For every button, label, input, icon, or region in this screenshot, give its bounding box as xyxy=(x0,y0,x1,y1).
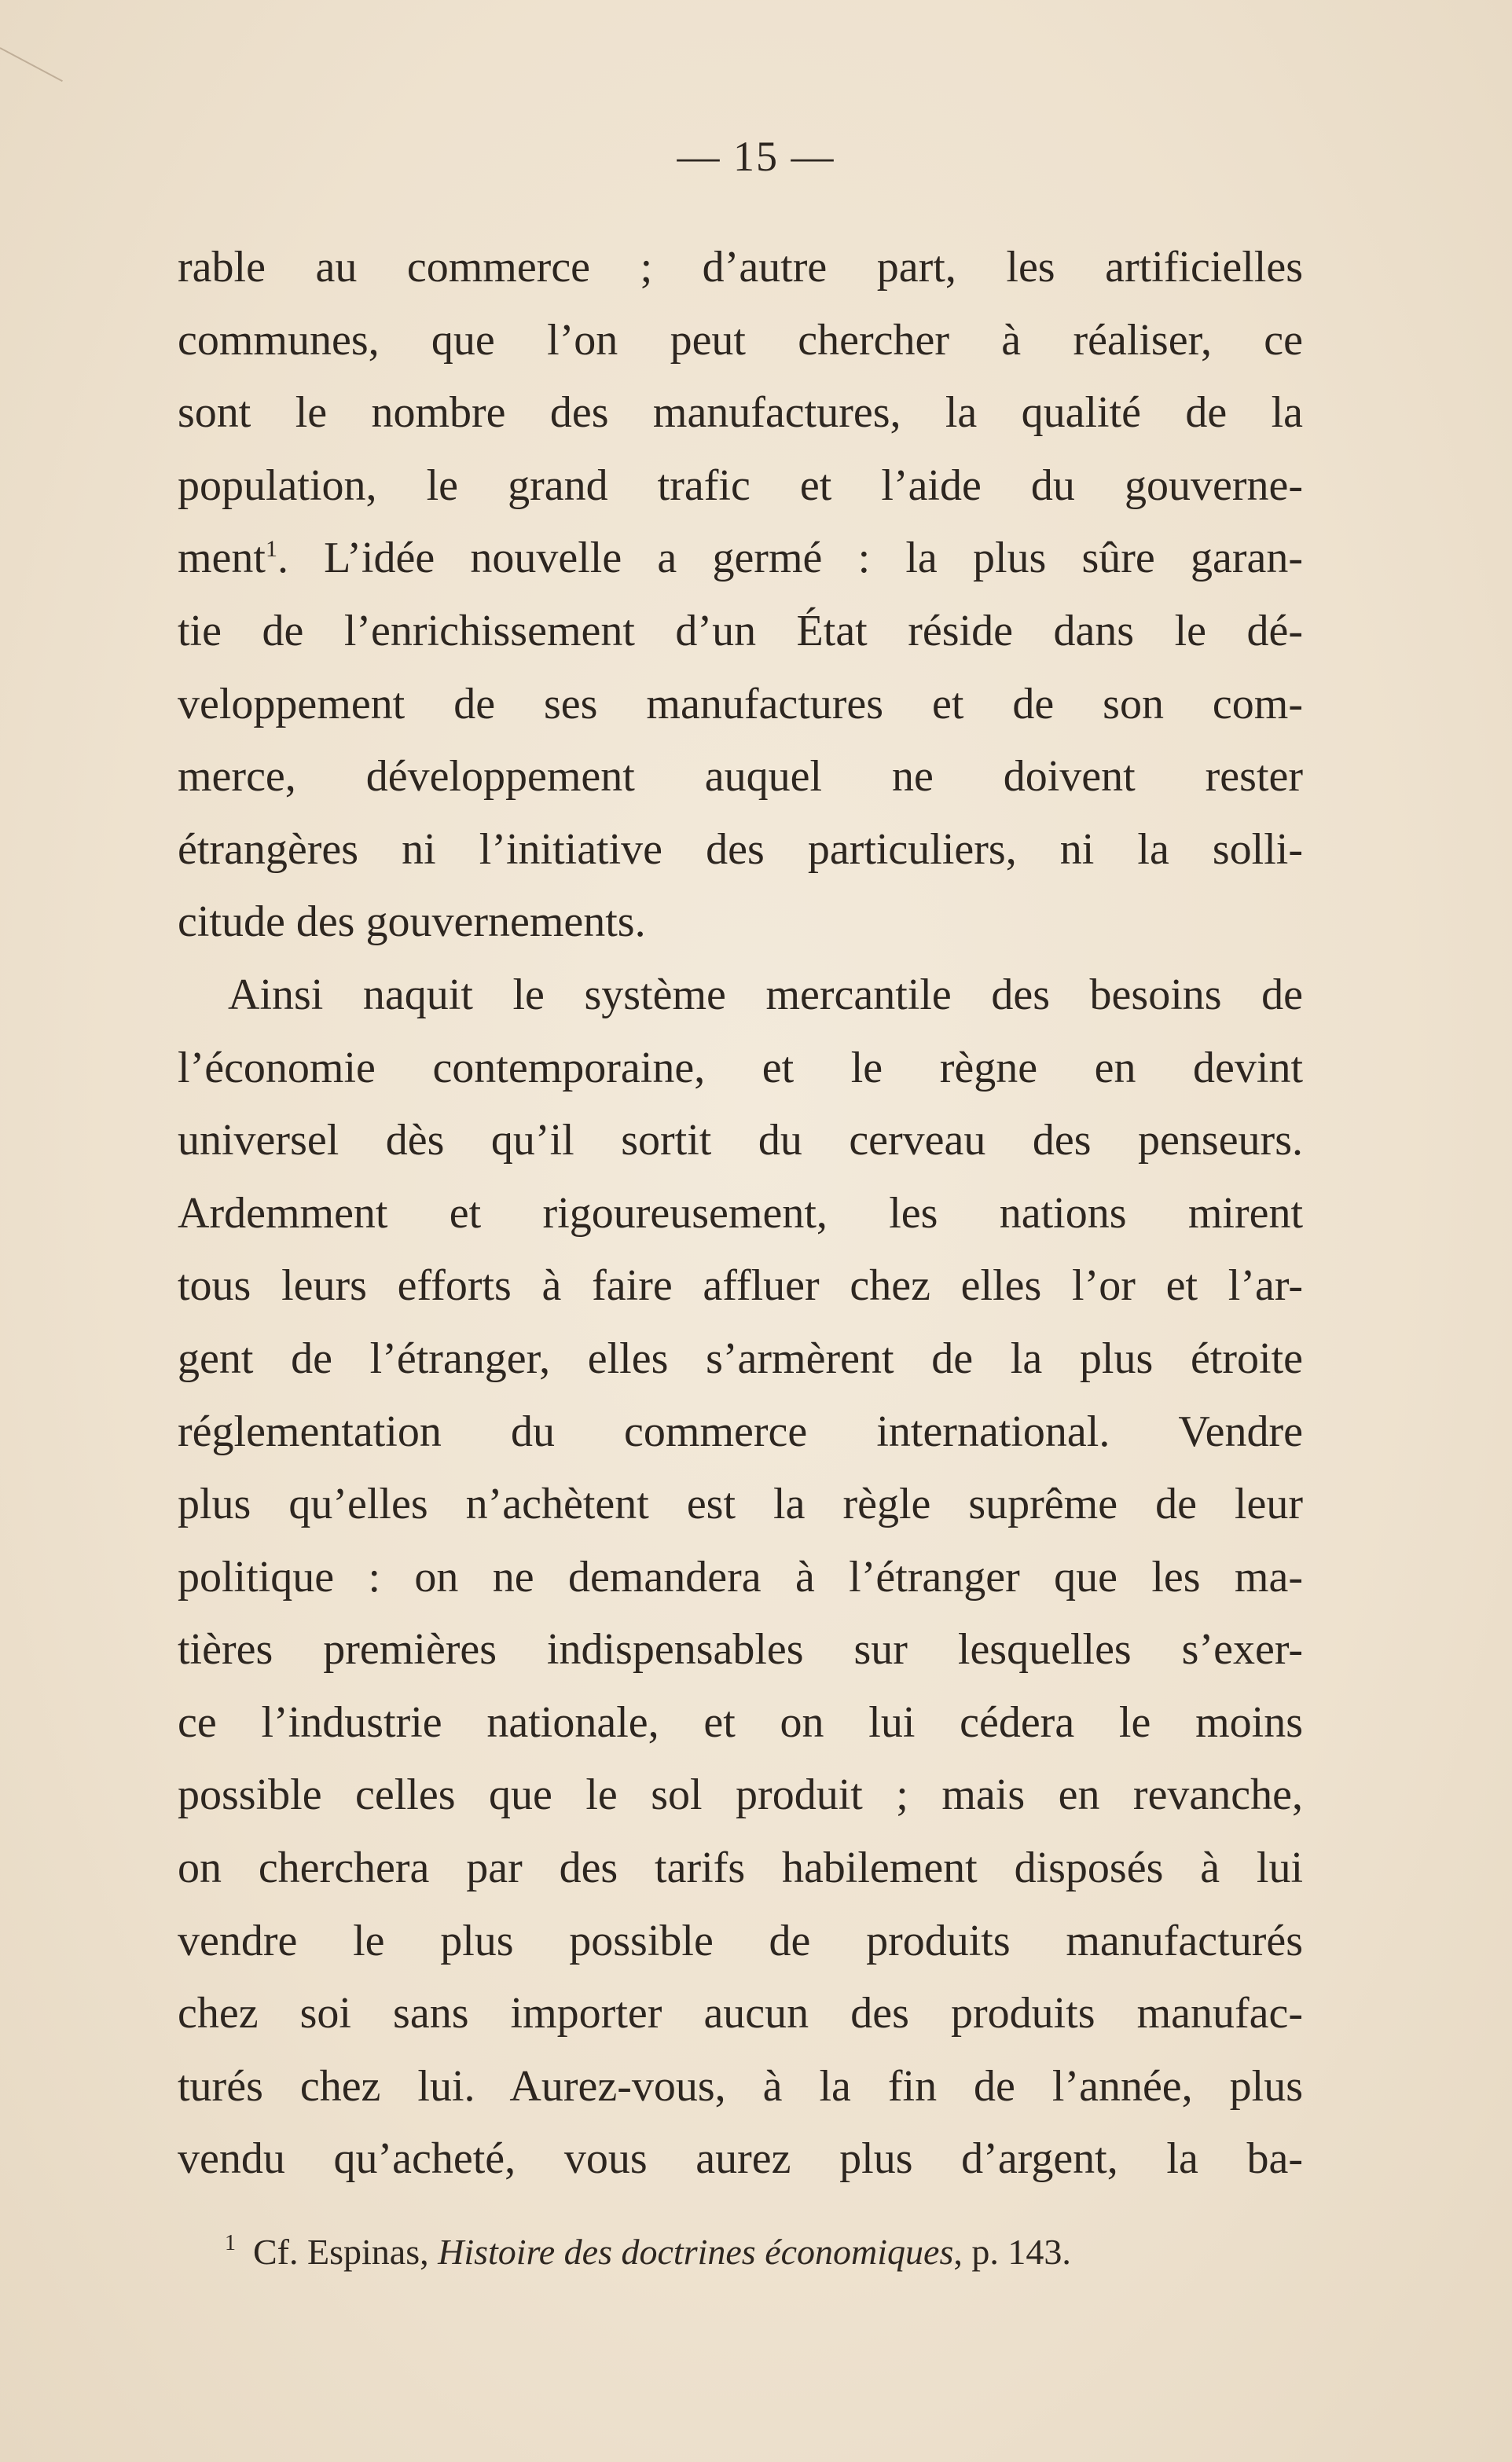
text-fragment: . L’idée nouvelle a germé : la plus sûre garan- xyxy=(277,534,1303,583)
text-line: Ainsi naquit le système mercantile des besoins de xyxy=(228,970,1303,1019)
text-line: politique : on ne demandera à l’étranger que les ma- xyxy=(178,1552,1303,1602)
text-line: communes, que l’on peut chercher à réaliser, ce xyxy=(178,315,1303,365)
text-line: vendu qu’acheté, vous aurez plus d’argent, la ba- xyxy=(178,2134,1303,2184)
text-line: plus qu’elles n’achètent est la règle suprême de leur xyxy=(178,1480,1303,1529)
text-line: chez soi sans importer aucun des produits manufac- xyxy=(178,1989,1303,2038)
page-number: — 15 — xyxy=(677,133,835,180)
text-line xyxy=(178,522,1303,595)
text-line: veloppement de ses manufactures et de son com- xyxy=(178,679,1303,728)
footnote-book-title: Histoire des doctrines économiques xyxy=(438,2232,954,2272)
text-line: tous leurs efforts à faire affluer chez elles l’or et l’ar- xyxy=(178,1261,1303,1311)
text-fragment: ment xyxy=(178,534,266,583)
body-text xyxy=(178,231,1303,2196)
footnote-mark: 1 xyxy=(225,2231,236,2255)
text-line: gent de l’étranger, elles s’armèrent de la plus étroite xyxy=(178,1334,1303,1383)
text-line: Ardemment et rigoureusement, les nations mirent xyxy=(178,1188,1303,1238)
text-line: étrangères ni l’initiative des particuliers, ni la solli- xyxy=(178,824,1303,874)
text-line: vendre le plus possible de produits manufacturés xyxy=(178,1916,1303,1965)
page-corner-mark xyxy=(0,47,63,82)
footnote-prefix: Cf. Espinas, xyxy=(253,2232,439,2272)
text-line: citude des gouvernements. xyxy=(178,897,646,947)
text-line: ce l’industrie nationale, et on lui cédera le moins xyxy=(178,1697,1303,1747)
text-line: population, le grand trafic et l’aide du gouverne- xyxy=(178,460,1303,510)
text-line: turés chez lui. Aurez-vous, à la fin de l’année, plus xyxy=(178,2061,1303,2111)
text-line: réglementation du commerce international. Vendre xyxy=(178,1407,1303,1456)
text-line: tie de l’enrichissement d’un État réside dans le dé- xyxy=(178,606,1303,655)
text-line: rable au commerce ; d’autre part, les artificielles xyxy=(178,243,1303,292)
text-line: merce, développement auquel ne doivent rester xyxy=(178,752,1303,802)
text-line: universel dès qu’il sortit du cerveau des penseurs. xyxy=(178,1116,1303,1165)
footnote-reference: 1 xyxy=(265,536,277,563)
text-line: l’économie contemporaine, et le règne en devint xyxy=(178,1043,1303,1092)
footnote xyxy=(225,2220,1309,2276)
footnote-suffix: , p. 143. xyxy=(953,2232,1071,2272)
text-line: possible celles que le sol produit ; mais en revanche, xyxy=(178,1770,1303,1820)
text-line: sont le nombre des manufactures, la qualité de la xyxy=(178,388,1303,438)
text-line: tières premières indispensables sur lesquelles s’exer- xyxy=(178,1625,1303,1675)
text-line: on cherchera par des tarifs habilement disposés à lui xyxy=(178,1844,1303,1893)
